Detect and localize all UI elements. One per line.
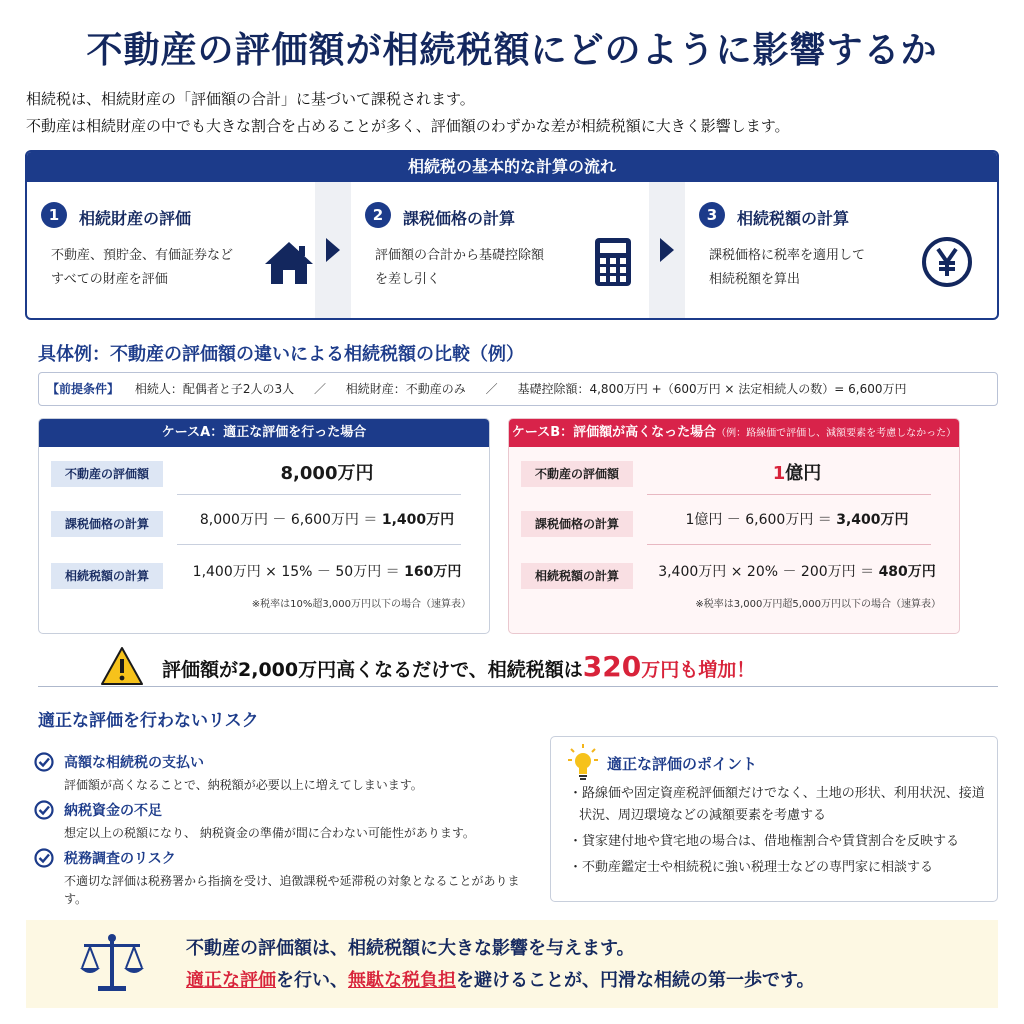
example-title: 具体例：不動産の評価額の違いによる相続税額の比較（例） <box>38 344 524 365</box>
page-title: 不動産の評価額が相続税額にどのように影響するか <box>86 30 938 71</box>
step-desc-line: 課税価格に税率を適用して <box>709 248 866 263</box>
warning-text <box>162 650 755 683</box>
rate-note: ※税率は10%超3,000万円以下の場合（速算表） <box>251 599 471 610</box>
warning-banner <box>100 646 920 686</box>
value-number: 1 <box>772 463 786 484</box>
points-box <box>550 736 998 902</box>
step-desc <box>375 244 585 292</box>
scales-icon <box>76 932 148 996</box>
flow-separator <box>315 182 351 318</box>
taxable-calc <box>177 509 477 529</box>
step-number: 2 <box>365 202 391 228</box>
property-value: 8,000万円 <box>280 463 374 484</box>
risk-title: 税務調査のリスク <box>64 851 176 867</box>
step-number: 3 <box>699 202 725 228</box>
step-desc-line: 不動産、預貯金、有価証券など <box>51 248 234 263</box>
point-item: ・ 貸家建付地や貸宅地の場合は、借地権割合や賃貸割合を反映する <box>569 831 989 853</box>
house-icon <box>261 234 317 290</box>
rate-note: ※税率は3,000万円超5,000万円以下の場合（速算表） <box>695 599 941 610</box>
premise-deduction: 基礎控除額：4,800万円 +（600万円 × 法定相続人の数）= 6,600万円 <box>517 382 907 396</box>
step-desc-line: 相続税額を算出 <box>709 272 801 287</box>
case-a-card <box>38 418 490 634</box>
step-title: 相続税額の計算 <box>737 209 850 228</box>
risk-desc: 想定以上の税額になり、 納税資金の準備が間に合わない可能性があります。 <box>64 826 475 840</box>
premise-separator: ／ <box>485 382 498 396</box>
flow-step-2 <box>351 182 651 318</box>
conclusion-line-1: 不動産の評価額は、相続税額に大きな影響を与えます。 <box>186 938 635 959</box>
step-desc <box>709 244 919 292</box>
premise-assets: 相続財産：不動産のみ <box>345 382 466 396</box>
calculator-icon <box>585 234 641 290</box>
calc-flow-header: 相続税の基本的な計算の流れ <box>27 152 997 182</box>
property-value <box>647 459 947 485</box>
row-label: 相続税額の計算 <box>51 563 163 589</box>
divider <box>38 686 998 687</box>
row-label: 相続税額の計算 <box>521 563 633 589</box>
case-row <box>521 453 947 493</box>
premise-box <box>38 372 998 406</box>
case-b-header-note: （例：路線価で評価し、減額要素を考慮しなかった） <box>716 428 957 439</box>
conclusion-line-2 <box>186 966 815 992</box>
tax-calc <box>177 561 477 581</box>
risk-title: 高額な相続税の支払い <box>64 755 204 771</box>
case-row <box>51 555 477 595</box>
point-item: ・ 不動産鑑定士や相続税に強い税理士などの専門家に相談する <box>569 857 989 879</box>
case-row <box>521 555 947 595</box>
calc-formula: 1,400万円 × 15% － 50万円 ＝ <box>192 564 405 580</box>
warning-suffix: 万円も増加！ <box>641 659 756 681</box>
increase-amount: 320 <box>582 650 642 683</box>
calc-formula: 8,000万円 － 6,600万円 ＝ <box>199 512 382 528</box>
case-b-header-text: ケースB：評価額が高くなった場合 <box>511 425 717 440</box>
case-b-card <box>508 418 960 634</box>
point-item: ・ 路線価や固定資産税評価額だけでなく、土地の形状、利用状況、接道状況、周辺環境などの減額要素を考慮する <box>569 783 989 827</box>
conclusion-banner <box>26 920 998 1008</box>
row-label: 不動産の評価額 <box>521 461 633 487</box>
row-label: 課税価格の計算 <box>521 511 633 537</box>
lightbulb-icon <box>567 743 599 783</box>
check-circle-icon <box>34 800 54 820</box>
step-number: 1 <box>41 202 67 228</box>
intro-line-2: 不動産は相続財産の中でも大きな割合を占めることが多く、評価額のわずかな差が相続税額に大きく影響します。 <box>26 117 790 135</box>
calc-result: 1,400万円 <box>381 512 455 528</box>
risk-desc: 評価額が高くなることで、納税額が必要以上に増えてしまいます。 <box>64 778 423 792</box>
warning-icon <box>100 646 144 686</box>
risk-desc: 不適切な評価は税務署から指摘を受け、追徴課税や延滞税の対象となることがあります。 <box>64 874 520 906</box>
case-row <box>51 453 477 493</box>
premise-tag: 【前提条件】 <box>47 382 120 396</box>
check-circle-icon <box>34 752 54 772</box>
step-desc <box>51 244 261 292</box>
value-unit: 億円 <box>785 463 822 484</box>
calc-formula: 1億円 － 6,600万円 ＝ <box>685 512 837 528</box>
flow-step-1 <box>27 182 327 318</box>
emphasis-text: 無駄な税負担 <box>348 970 456 991</box>
premise-separator: ／ <box>313 382 326 396</box>
calc-result: 480万円 <box>878 564 936 580</box>
step-desc-line: すべての財産を評価 <box>51 272 168 287</box>
conclusion-text: を避けることが、円滑な相続の第一歩です。 <box>456 970 815 991</box>
warning-main: 評価額が2,000万円高くなるだけで、相続税額は <box>162 659 583 681</box>
calc-result: 160万円 <box>404 564 462 580</box>
row-divider <box>647 544 931 545</box>
risk-title: 納税資金の不足 <box>64 803 162 819</box>
emphasis-text: 適正な評価 <box>186 970 276 991</box>
tax-calc <box>647 561 947 581</box>
row-label: 課税価格の計算 <box>51 511 163 537</box>
case-b-header <box>509 419 959 447</box>
row-divider <box>177 494 461 495</box>
points-title: 適正な評価のポイント <box>607 755 758 773</box>
taxable-calc <box>647 509 947 529</box>
case-row <box>51 503 477 543</box>
calc-result: 3,400万円 <box>836 512 909 528</box>
flow-separator <box>649 182 685 318</box>
intro-line-1: 相続税は、相続財産の「評価額の合計」に基づいて課税されます。 <box>26 90 475 108</box>
premise-heirs: 相続人：配偶者と子2人の3人 <box>134 382 295 396</box>
yen-icon <box>919 234 975 290</box>
case-a-header: ケースA：適正な評価を行った場合 <box>39 419 489 447</box>
flow-step-3 <box>685 182 985 318</box>
case-row <box>521 503 947 543</box>
row-label: 不動産の評価額 <box>51 461 163 487</box>
step-desc-line: を差し引く <box>375 272 441 287</box>
points-list <box>569 783 989 883</box>
row-divider <box>177 544 461 545</box>
step-desc-line: 評価額の合計から基礎控除額 <box>375 248 545 263</box>
row-divider <box>647 494 931 495</box>
calc-formula: 3,400万円 × 20% － 200万円 ＝ <box>658 564 879 580</box>
step-title: 相続財産の評価 <box>79 209 192 228</box>
risks-title: 適正な評価を行わないリスク <box>38 711 259 731</box>
conclusion-text: を行い、 <box>276 970 348 991</box>
arrow-right-icon <box>660 238 674 262</box>
check-circle-icon <box>34 848 54 868</box>
step-title: 課税価格の計算 <box>403 209 516 228</box>
calc-flow-panel <box>25 150 999 320</box>
arrow-right-icon <box>326 238 340 262</box>
